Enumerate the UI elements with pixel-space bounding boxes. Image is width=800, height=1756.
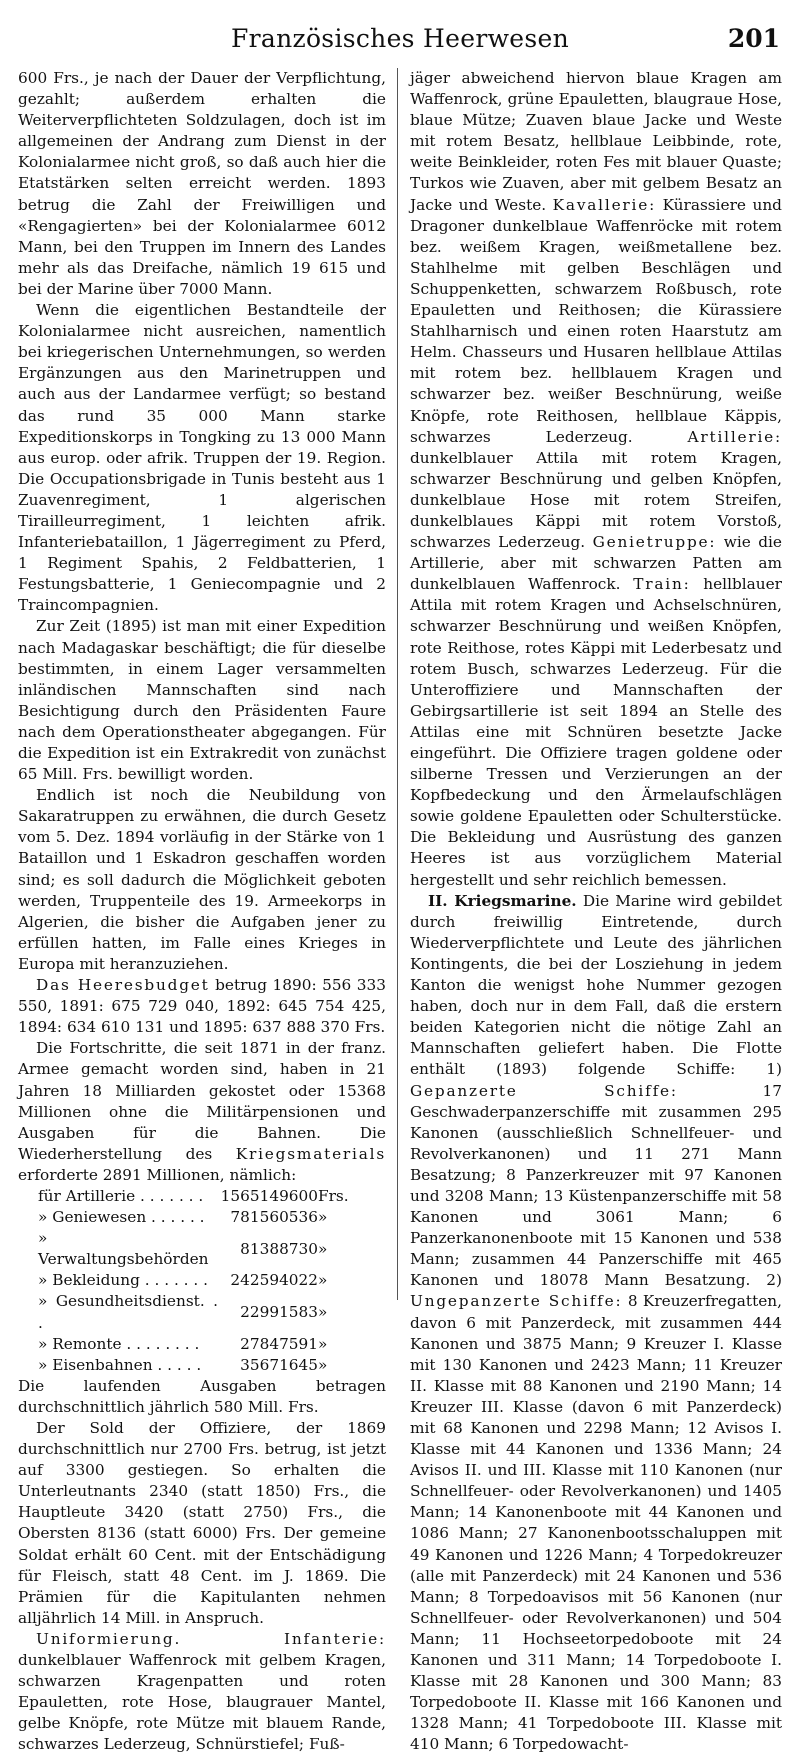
cost-label: » Geniewesen . . . . . .	[38, 1208, 205, 1227]
cost-unit: »	[318, 1355, 328, 1374]
paragraph-text: dunkelblauer Attila mit rotem Kragen, schwarzer Beschnürung und gelben Knöpfen, dunkelblaue Hose mit rotem Streifen, dunkelblaues Käppi mit rotem Vorstoß, schwarzes Lederzeug.	[410, 448, 782, 552]
paragraph: Endlich ist noch die Neubildung von Sakaratruppen zu erwähnen, die durch Gesetz vom 5. Dez. 1894 vorläufig in der Stärke von 1 Bataillon und 1 Eskadron geschaffen worden sind; es soll dadurch die Möglichkeit geboten werden, Truppenteile des 19. Armeekorps in Algerien, die bisher die Aufgaben jener zu erfüllen hatten, im Falle eines Krieges in Europa mit heranzuziehen.	[18, 786, 386, 973]
right-column	[410, 68, 782, 1756]
table-row	[38, 1228, 358, 1270]
cost-label: » Remonte . . . . . . . .	[38, 1334, 200, 1353]
paragraph	[18, 975, 386, 1038]
table-row	[38, 1355, 358, 1376]
section-label: Ungepanzerte Schiffe:	[410, 1292, 623, 1311]
section-label: Train:	[633, 575, 691, 594]
section-label: Infanterie:	[284, 1629, 386, 1648]
paragraph-text: Die Marine wird gebildet durch freiwillig Eintretende, durch Wiederverpflichtete und Leute des jährlichen Kontingents, die bei der Losziehung in jedem Kanton die wenigst hohe Nummer gezogen haben, doch nur in dem Fall, daß die erstern beiden Kategorien nicht die nötige Zahl an Mannschaften geliefert haben. Die Flotte enthält (1893) folgende Schiffe: 1)	[410, 891, 782, 1079]
paragraph	[18, 1038, 386, 1186]
paragraph: Wenn die eigentlichen Bestandteile der Kolonialarmee nicht ausreichen, namentlich bei kriegerischen Unternehmungen, so werden Ergänzungen aus den Marinetruppen und auch aus der Landarmee verfügt; so bestand das rund 35 000 Mann starke Expeditionskorps in Tongking zu 13 000 Mann aus europ. oder afrik. Truppen der 19. Region. Die Occupationsbrigade in Tunis besteht aus 1 Zuavenregiment, 1 algerischen Tirailleurregiment, 1 leichten afrik. Infanteriebataillon, 1 Jägerregiment zu Pferd, 1 Regiment Spahis, 2 Feldbatterien, 1 Festungsbatterie, 1 Geniecompagnie und 2 Traincompagnien.	[18, 301, 386, 615]
page-number: 201	[727, 24, 780, 53]
paragraph-text: Die Fortschritte, die seit 1871 in der franz. Armee gemacht worden sind, haben in 21 Jahren 18 Milliarden gekostet oder 15368 Millionen ohne die Militärpensionen und Ausgaben für die Bahnen. Die Wiederherstellung des	[18, 1039, 386, 1163]
paragraph: Der Sold der Offiziere, der 1869 durchschnittlich nur 2700 Frs. betrug, ist jetzt auf 3300 gestiegen. So erhalten die Unterleutnants 2340 (statt 1850) Frs., die Hauptleute 3420 (statt 2750) Frs., die Obersten 8136 (statt 6000) Frs. Der gemeine Soldat erhält 60 Cent. mit der Entschädigung für Fleisch, statt 48 Cent. im J. 1869. Die Prämien für die Kapitulanten nehmen alljährlich 14 Mill. in Anspruch.	[18, 1419, 386, 1627]
paragraph	[18, 1629, 386, 1756]
section-label: Kriegsmaterials	[235, 1144, 386, 1163]
running-title: Französisches Heerwesen	[230, 24, 569, 53]
cost-amount: 1565149600	[220, 1186, 318, 1205]
cost-label: für Artillerie . . . . . . .	[38, 1186, 204, 1205]
section-label: Kavallerie:	[552, 195, 657, 214]
cost-unit: »	[318, 1239, 328, 1258]
section-heading: II. Kriegsmarine.	[428, 891, 577, 910]
cost-unit: Frs.	[318, 1186, 349, 1205]
table-row	[38, 1334, 358, 1355]
table-row	[38, 1186, 358, 1207]
paragraph-text: wie die Artillerie, aber mit schwarzen Patten am dunkelblauen Waffenrock.	[410, 533, 782, 594]
cost-unit: »	[318, 1271, 328, 1290]
cost-label: » Gesundheitsdienst. . .	[38, 1292, 218, 1332]
paragraph-text: hellblauer Attila mit rotem Kragen und Achselschnüren, schwarzer Beschnürung und weißen Knöpfen, rote Reithose, rotes Käppi mit Lederbesatz und rotem Busch, schwarzes Lederzeug. Für die Unteroffiziere und Mannschaften der Gebirgsartillerie ist seit 1894 an Stelle des Attilas eine mit Schnüren besetzte Jacke eingeführt. Die Offiziere tragen goldene oder silberne Tressen und Verzierungen an der Kopfbedeckung und den Ärmelaufschlägen sowie goldene Epauletten oder Schulterstücke. Die Bekleidung und Ausrüstung des ganzen Heeres ist aus vorzüglichem Material hergestellt und sehr reichlich bemessen.	[410, 575, 782, 889]
left-column	[18, 68, 386, 1756]
cost-label: » Verwaltungsbehörden	[38, 1229, 209, 1269]
cost-amount: 81388730	[240, 1239, 318, 1258]
paragraph-text: Kürassiere und Dragoner dunkelblaue Waffenröcke mit rotem bez. weißem Kragen, weißmetallene bez. Stahlhelme mit gelben Beschlägen und Schuppenketten, schwarzem Roßbusch, rote Epauletten und Reithosen; die Kürassiere Stahlharnisch und einen roten Haarstutz am Helm. Chasseurs und Husaren hellblaue Attilas mit rotem bez. hellblauem Kragen und schwarzer bez. weißer Beschnürung, weiße Knöpfe, rote Reithosen, hellblaue Käppis, schwarzes Lederzeug.	[410, 195, 782, 446]
table-row	[38, 1270, 358, 1291]
paragraph-text: erforderte 2891 Millionen, nämlich:	[18, 1165, 297, 1184]
cost-label: » Eisenbahnen . . . . .	[38, 1355, 202, 1374]
cost-amount: 781560536	[230, 1208, 318, 1227]
section-label: Gepanzerte Schiffe:	[410, 1081, 678, 1100]
cost-unit: »	[318, 1208, 328, 1227]
cost-amount: 242594022	[230, 1271, 318, 1290]
table-row	[38, 1207, 358, 1228]
paragraph: Die laufenden Ausgaben betragen durchschnittlich jährlich 580 Mill. Frs.	[18, 1376, 386, 1416]
paragraph	[410, 68, 782, 891]
paragraph-text: jäger abweichend hiervon blaue Kragen am Waffenrock, grüne Epauletten, blaugraue Hose, blaue Mütze; Zuaven blaue Jacke und Weste mit rotem Besatz, hellblaue Leibbinde, rote, weite Beinkleider, roten Fes mit blauer Quaste; Turkos wie Zuaven, aber mit gelbem Besatz an Jacke und Weste.	[410, 69, 782, 214]
table-row	[38, 1291, 358, 1333]
paragraph: 600 Frs., je nach der Dauer der Verpflichtung, gezahlt; außerdem erhalten die Weiterverpflichteten Soldzulagen, doch ist im allgemeinen der Andrang zum Dienst in der Kolonialarmee nicht groß, so daß auch hier die Etatstärken selten erreicht werden. 1893 betrug die Zahl der Freiwilligen und «Rengagierten» bei der Kolonialarmee 6012 Mann, bei den Truppen im Innern des Landes mehr als das Dreifache, nämlich 19 615 und bei der Marine über 7000 Mann.	[18, 69, 386, 298]
cost-amount: 27847591	[240, 1334, 318, 1353]
paragraph	[410, 891, 782, 1756]
paragraph: Zur Zeit (1895) ist man mit einer Expedition nach Madagaskar beschäftigt; die für dieselbe bestimmten, in einem Lager versammelten inländischen Mannschaften sind nach Besichtigung durch den Präsidenten Faure nach dem Operationstheater abgegangen. Für die Expedition ist ein Extrakredit von zunächst 65 Mill. Frs. bewilligt worden.	[18, 617, 386, 784]
column-divider	[397, 68, 398, 1300]
paragraph-text: 8 Kreuzerfregatten, davon 6 mit Panzerdeck, mit zusammen 444 Kanonen und 3875 Mann; 9 Kreuzer I. Klasse mit 130 Kanonen und 2423 Mann; 11 Kreuzer II. Klasse mit 88 Kanonen und 2190 Mann; 14 Kreuzer III. Klasse (davon 6 mit Panzerdeck) mit 68 Kanonen und 2298 Mann; 12 Avisos I. Klasse mit 44 Kanonen und 1336 Mann; 24 Avisos II. und III. Klasse mit 110 Kanonen (nur Schnellfeuer- oder Revolverkanonen) und 1405 Mann; 14 Kanonenboote mit 44 Kanonen und 1086 Mann; 27 Kanonenbootsschaluppen mit 49 Kanonen und 1226 Mann; 4 Torpedokreuzer (alle mit Panzerdeck) mit 24 Kanonen und 536 Mann; 8 Torpedoavisos mit 56 Kanonen (nur Schnellfeuer- oder Revolverkanonen) und 504 Mann; 11 Hochseetorpedoboote mit 24 Kanonen und 311 Mann; 14 Torpedoboote I. Klasse mit 28 Kanonen und 300 Mann; 83 Torpedoboote II. Klasse mit 166 Kanonen und 1328 Mann; 41 Torpedoboote III. Klasse mit 410 Mann; 6 Torpedowacht-	[410, 1292, 782, 1754]
cost-label: » Bekleidung . . . . . . .	[38, 1271, 208, 1290]
page-header	[0, 0, 800, 70]
section-label: Das Heeresbudget	[36, 976, 210, 995]
paragraph-text: dunkelblauer Waffenrock mit gelbem Kragen, schwarzen Kragenpatten und roten Epauletten, rote Hose, blaugrauer Mantel, gelbe Knöpfe, rote Mütze mit blauem Rande, schwarzes Lederzeug, Schnürstiefel; Fuß-	[18, 1651, 386, 1754]
section-label: Genietruppe:	[592, 533, 717, 552]
section-label: Artillerie:	[687, 427, 782, 446]
paragraph-text: 17 Geschwaderpanzerschiffe mit zusammen 295 Kanonen (ausschließlich Schnellfeuer- und Revolverkanonen) und 11 271 Mann Besatzung; 8 Panzerkreuzer mit 97 Kanonen und 3208 Mann; 13 Küstenpanzerschiffe mit 58 Kanonen und 3061 Mann; 6 Panzerkanonenboote mit 15 Kanonen und 538 Mann; zusammen 44 Panzerschiffe mit 465 Kanonen und 18078 Mann Besatzung. 2)	[410, 1081, 782, 1290]
paragraph-text: betrug 1890: 556 333 550, 1891: 675 729 040, 1892: 645 754 425, 1894: 634 610 131 und 1895: 637 888 370 Frs.	[18, 976, 386, 1037]
section-label: Uniformierung.	[36, 1629, 182, 1648]
cost-table	[38, 1186, 358, 1376]
cost-amount: 35671645	[240, 1355, 318, 1374]
cost-unit: »	[318, 1334, 328, 1353]
cost-unit: »	[318, 1302, 328, 1321]
cost-amount: 22991583	[240, 1302, 318, 1321]
